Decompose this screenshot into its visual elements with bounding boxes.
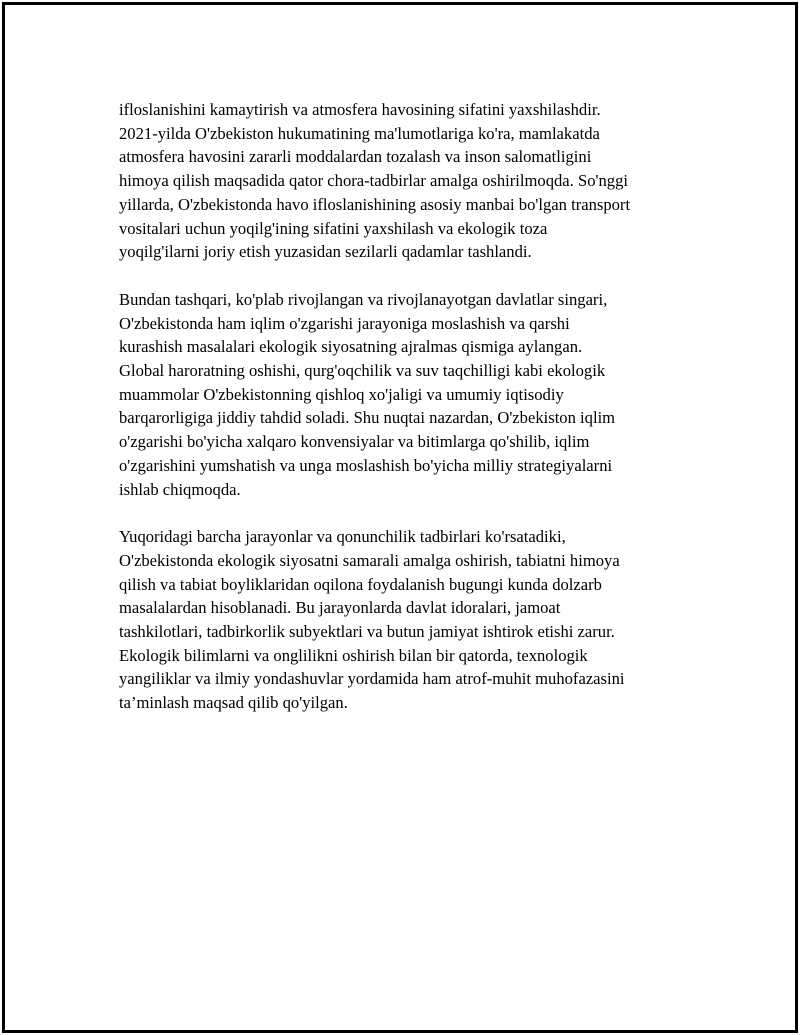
paragraph-1: ifloslanishini kamaytirish va atmosfera havosining sifatini yaxshilashdir. 2021-yilda O'zbekiston hukumatining ma'lumotlariga ko'ra, mamlakatda atmosfera havosini zararli moddalardan tozalash va inson salomatligini himoya qilish maqsadida qator chora-tadbirlar amalga oshirilmoqda. So'nggi yillarda, O'zbekistonda havo ifloslanishining asosiy manbai bo'lgan transport vositalari uchun yoqilg'ining sifatini yaxshilash va ekologik toza yoqilg'ilarni joriy etish yuzasidan sezilarli qadamlar tashlandi.: [119, 100, 631, 262]
document-body: [119, 98, 699, 739]
paragraph-3: Yuqoridagi barcha jarayonlar va qonunchilik tadbirlari ko'rsatadiki, O'zbekistonda ekologik siyosatni samarali amalga oshirish, tabiatni himoya qilish va tabiat boyliklaridan oqilona foydalanish bugungi kunda dolzarb masalalardan hisoblanadi. Bu jarayonlarda davlat idoralari, jamoat tashkilotlari, tadbirkorlik subyektlari va butun jamiyat ishtirok etishi zarur. Ekologik bilimlarni va onglilikni oshirish bilan bir qatorda, texnologik yangiliklar va ilmiy yondashuvlar yordamida ham atrof-muhit muhofazasini ta’minlash maqsad qilib qo'yilgan.: [119, 527, 625, 713]
document-page: [2, 2, 798, 1033]
paragraph-2: Bundan tashqari, ko'plab rivojlangan va rivojlanayotgan davlatlar singari, O'zbekistonda ham iqlim o'zgarishi jarayoniga moslashish va qarshi kurashish masalalari ekologik siyosatning ajralmas qismiga aylangan. Global haroratning oshishi, qurg'oqchilik va suv taqchilligi kabi ekologik muammolar O'zbekistonning qishloq xo'jaligi va umumiy iqtisodiy barqarorligiga jiddiy tahdid soladi. Shu nuqtai nazardan, O'zbekiston iqlim o'zgarishi bo'yicha xalqaro konvensiyalar va bitimlarga qo'shilib, iqlim o'zgarishini yumshatish va unga moslashish bo'yicha milliy strategiyalarni ishlab chiqmoqda.: [119, 289, 616, 499]
